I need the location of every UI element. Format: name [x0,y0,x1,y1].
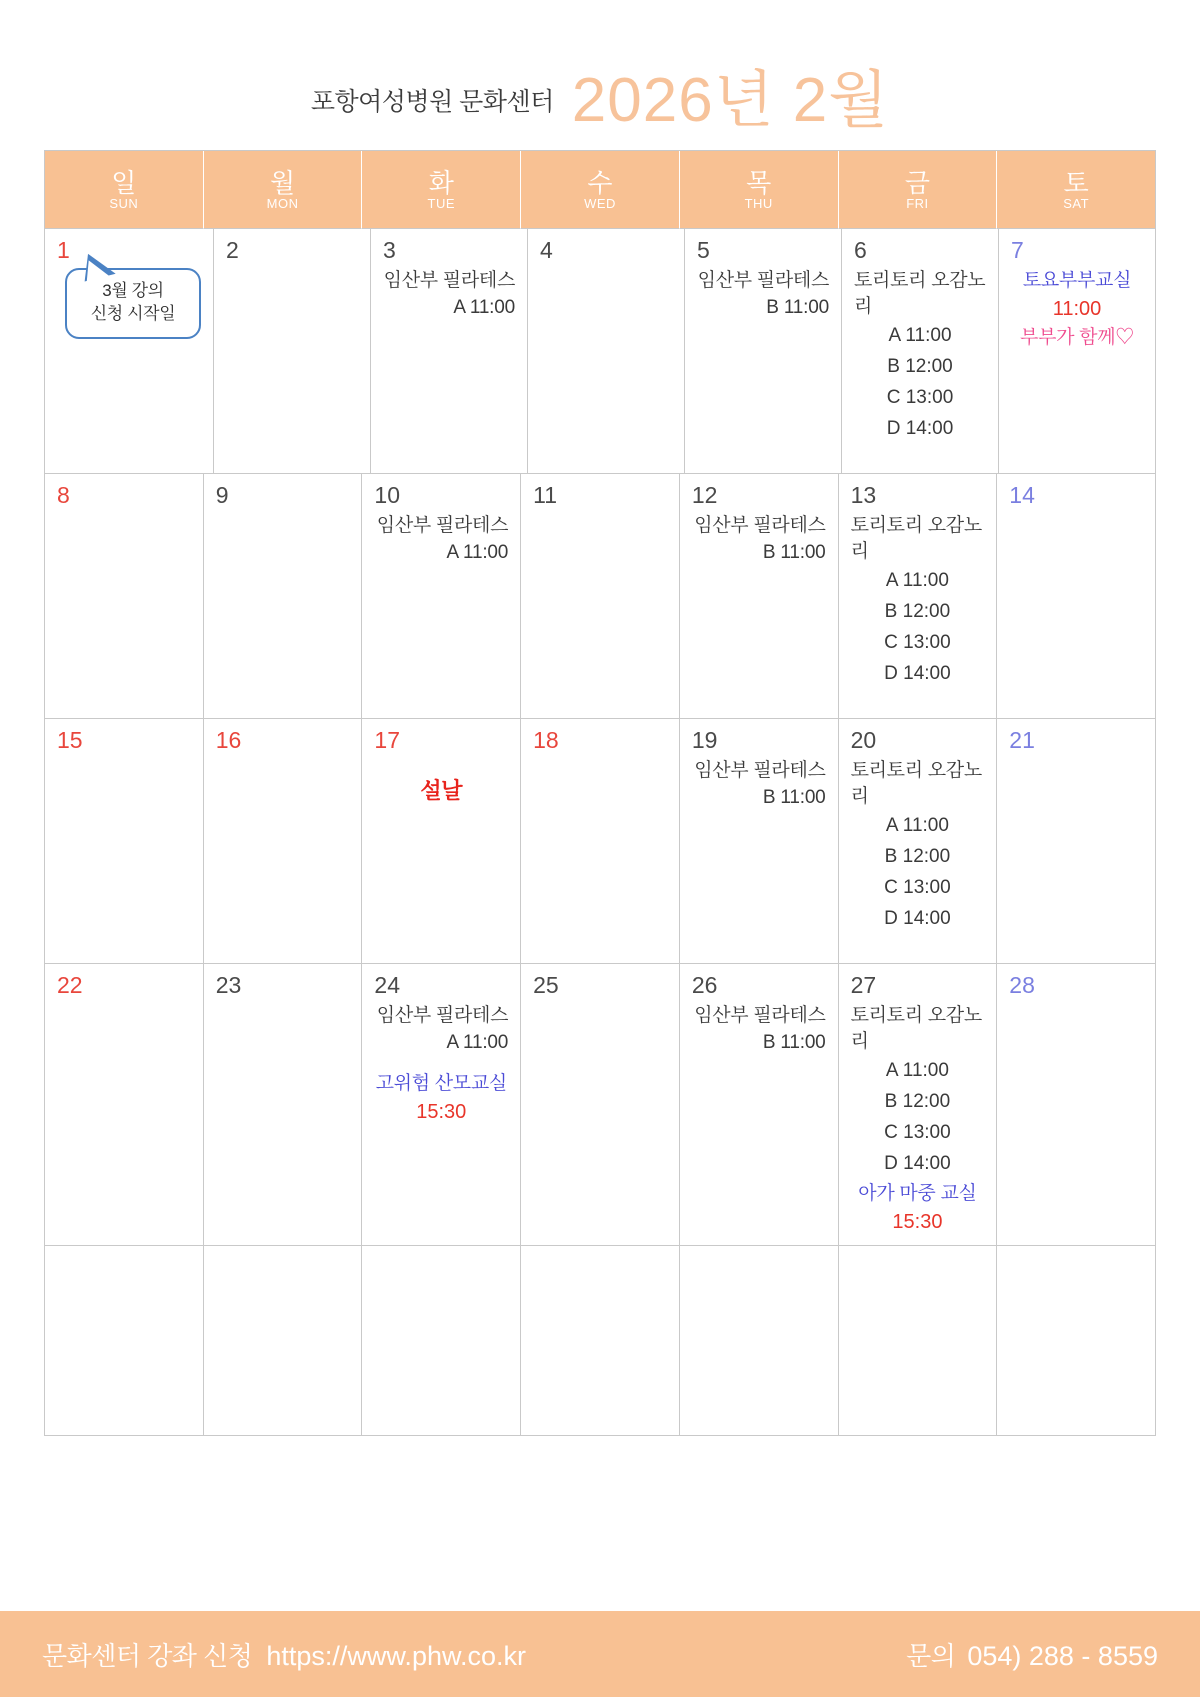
holiday-label: 설날 [420,778,463,803]
day-cell[interactable] [680,719,839,964]
day-number: 8 [57,482,70,508]
day-cell[interactable] [45,474,204,719]
calendar-week-2 [45,474,1156,719]
day-number: 12 [691,482,718,508]
event[interactable] [854,268,986,444]
day-cell[interactable] [45,964,204,1246]
day-number: 7 [1011,237,1024,263]
day-cell[interactable] [997,719,1156,964]
event-slots [851,811,985,934]
day-number: 15 [57,727,83,753]
event-slot: A 11:00 [885,1060,949,1082]
event-time: A 11:00 [453,296,515,318]
day-number: 6 [854,237,867,263]
day-number: 19 [691,727,718,753]
event[interactable] [374,513,508,567]
day-number: 10 [374,482,401,508]
event-slot: B 12:00 [884,601,951,623]
notice-bubble-body [65,268,201,339]
notice-line-1: 3월 강의 [102,281,164,300]
special-event-time: 15:30 [416,1100,467,1123]
weekday-header-mon [204,151,363,229]
weekday-ko: 토 [1063,167,1089,198]
weekday-ko: 목 [746,167,772,198]
center-name: 포항여성병원 문화센터 [310,88,554,116]
day-cell[interactable] [371,229,528,474]
day-cell[interactable] [362,964,521,1246]
day-cell[interactable] [521,964,680,1246]
notice-bubble [57,268,201,339]
weekday-en: WED [584,195,616,211]
day-cell[interactable] [204,719,363,964]
event-title: 토리토리 오감노리 [854,270,986,317]
day-number: 1 [57,237,70,263]
weekday-en: MON [266,195,299,211]
event-slot: C 13:00 [884,1121,951,1143]
event-title: 임산부 필라테스 [694,515,826,536]
event[interactable] [692,758,826,812]
weekday-header-row [45,151,1156,229]
event-slot: D 14:00 [884,662,951,684]
event-title: 임산부 필라테스 [694,1005,826,1026]
calendar-week-4 [45,964,1156,1246]
weekday-en: TUE [427,195,456,211]
special-event-time: 11:00 [1052,297,1102,320]
day-cell[interactable] [680,964,839,1246]
day-number: 25 [533,972,559,998]
event-title: 토리토리 오감노리 [850,515,982,562]
day-number: 28 [1009,972,1035,998]
day-cell[interactable] [839,964,998,1246]
event-slot: A 11:00 [888,325,952,347]
day-number: 18 [533,727,559,753]
event-time: A 11:00 [446,541,509,563]
event[interactable] [692,513,826,567]
bubble-tail-inner-icon [82,257,109,282]
weekday-ko: 수 [587,167,613,198]
weekday-ko: 화 [428,167,454,198]
day-number: 11 [533,482,558,508]
day-number: 5 [697,237,710,263]
weekday-header-sun [45,151,204,229]
day-cell[interactable] [521,719,680,964]
event-slot: B 12:00 [884,1091,951,1113]
weekday-header-wed [521,151,680,229]
day-cell[interactable] [997,964,1156,1246]
day-cell [680,1246,839,1436]
day-number: 9 [215,482,229,508]
special-event-note: 부부가 함께♡ [1020,326,1134,348]
weekday-header-fri [839,151,998,229]
event-slot: C 13:00 [886,386,954,408]
event[interactable] [697,268,829,322]
weekday-ko: 금 [904,167,930,198]
day-cell[interactable] [680,474,839,719]
day-number: 26 [691,972,718,998]
weekday-header-tue [362,151,521,229]
event-slot: D 14:00 [886,417,954,439]
day-cell[interactable] [521,474,680,719]
footer-contact-block [906,1636,1158,1673]
event-title: 임산부 필라테스 [376,515,509,536]
event-slot: D 14:00 [884,1152,951,1174]
event-slot: B 12:00 [884,846,951,868]
day-number: 27 [850,972,877,998]
footer-apply-block [42,1636,526,1673]
event[interactable] [851,513,985,689]
day-cell[interactable] [999,229,1156,474]
event[interactable] [692,1003,826,1057]
event-slot: D 14:00 [884,907,951,929]
event-slot: A 11:00 [885,570,949,592]
day-cell[interactable] [45,719,204,964]
special-event-title: 고위험 산모교실 [375,1073,507,1095]
page-title: 2026년 2월 [571,66,890,135]
weekday-en: FRI [906,195,929,211]
day-number: 17 [374,727,401,753]
special-event[interactable] [374,1071,508,1127]
event-slot: C 13:00 [884,631,951,653]
day-number: 16 [215,727,242,753]
event-time: B 11:00 [766,296,829,318]
footer-url[interactable]: https://www.phw.co.kr [266,1640,526,1671]
day-number: 20 [850,727,877,753]
day-cell [204,1246,363,1436]
event-time: B 11:00 [762,786,826,808]
event-time: B 11:00 [762,1031,826,1053]
day-cell[interactable] [362,719,521,964]
day-number: 4 [540,237,553,263]
event-title: 토리토리 오감노리 [850,760,982,807]
notice-line-2: 신청 시작일 [90,303,176,323]
event-title: 임산부 필라테스 [383,270,515,291]
event-title: 임산부 필라테스 [697,270,829,291]
day-cell[interactable] [839,474,998,719]
event[interactable] [851,758,985,934]
event-slot: B 12:00 [887,356,953,378]
special-event[interactable] [851,1181,985,1237]
weekday-en: SUN [109,195,139,211]
day-number: 2 [226,237,239,263]
day-cell[interactable] [45,229,214,474]
day-cell[interactable] [997,474,1156,719]
weekday-en: THU [744,195,773,211]
page-footer [0,1611,1200,1697]
calendar-week-5 [45,1246,1156,1436]
special-event-title: 아가 마중 교실 [858,1183,977,1205]
day-number: 3 [383,237,396,263]
event-time: A 11:00 [446,1031,509,1053]
special-event-time: 15:30 [892,1210,943,1233]
calendar-grid [44,150,1156,1436]
special-event-title: 토요부부교실 [1022,270,1132,291]
event-slots [851,1056,985,1179]
special-event[interactable] [1011,268,1143,351]
event-slot: C 13:00 [884,876,951,898]
footer-contact-label: 문의 [906,1640,956,1671]
event-slot: A 11:00 [885,815,949,837]
day-cell [362,1246,521,1436]
event-title: 토리토리 오감노리 [850,1005,982,1052]
weekday-ko: 일 [111,167,137,198]
day-number: 22 [57,972,83,998]
calendar-week-1 [45,229,1156,474]
footer-phone[interactable]: 054) 288 - 8559 [967,1640,1158,1671]
day-cell [839,1246,998,1436]
day-number: 23 [215,972,242,998]
day-cell [45,1246,204,1436]
page-header [0,0,1200,150]
footer-apply-label: 문화센터 강좌 신청 [42,1640,253,1671]
weekday-header-thu [680,151,839,229]
day-number: 21 [1009,727,1035,753]
event[interactable] [374,1003,508,1057]
day-cell[interactable] [685,229,842,474]
day-cell[interactable] [839,719,998,964]
event-title: 임산부 필라테스 [376,1005,509,1026]
day-cell[interactable] [362,474,521,719]
day-number: 14 [1009,482,1035,508]
day-cell [521,1246,680,1436]
day-number: 24 [374,972,401,998]
calendar-week-3 [45,719,1156,964]
weekday-header-sat [997,151,1156,229]
weekday-ko: 월 [270,167,296,198]
event[interactable] [383,268,515,322]
day-cell[interactable] [528,229,685,474]
day-cell [997,1246,1156,1436]
day-cell[interactable] [204,474,363,719]
day-cell[interactable] [204,964,363,1246]
event-slots [854,321,986,444]
day-cell[interactable] [842,229,999,474]
weekday-en: SAT [1063,195,1090,211]
event-slots [851,566,985,689]
event-title: 임산부 필라테스 [694,760,826,781]
day-number: 13 [850,482,877,508]
event-time: B 11:00 [762,541,826,563]
day-cell[interactable] [214,229,371,474]
event[interactable] [851,1003,985,1179]
